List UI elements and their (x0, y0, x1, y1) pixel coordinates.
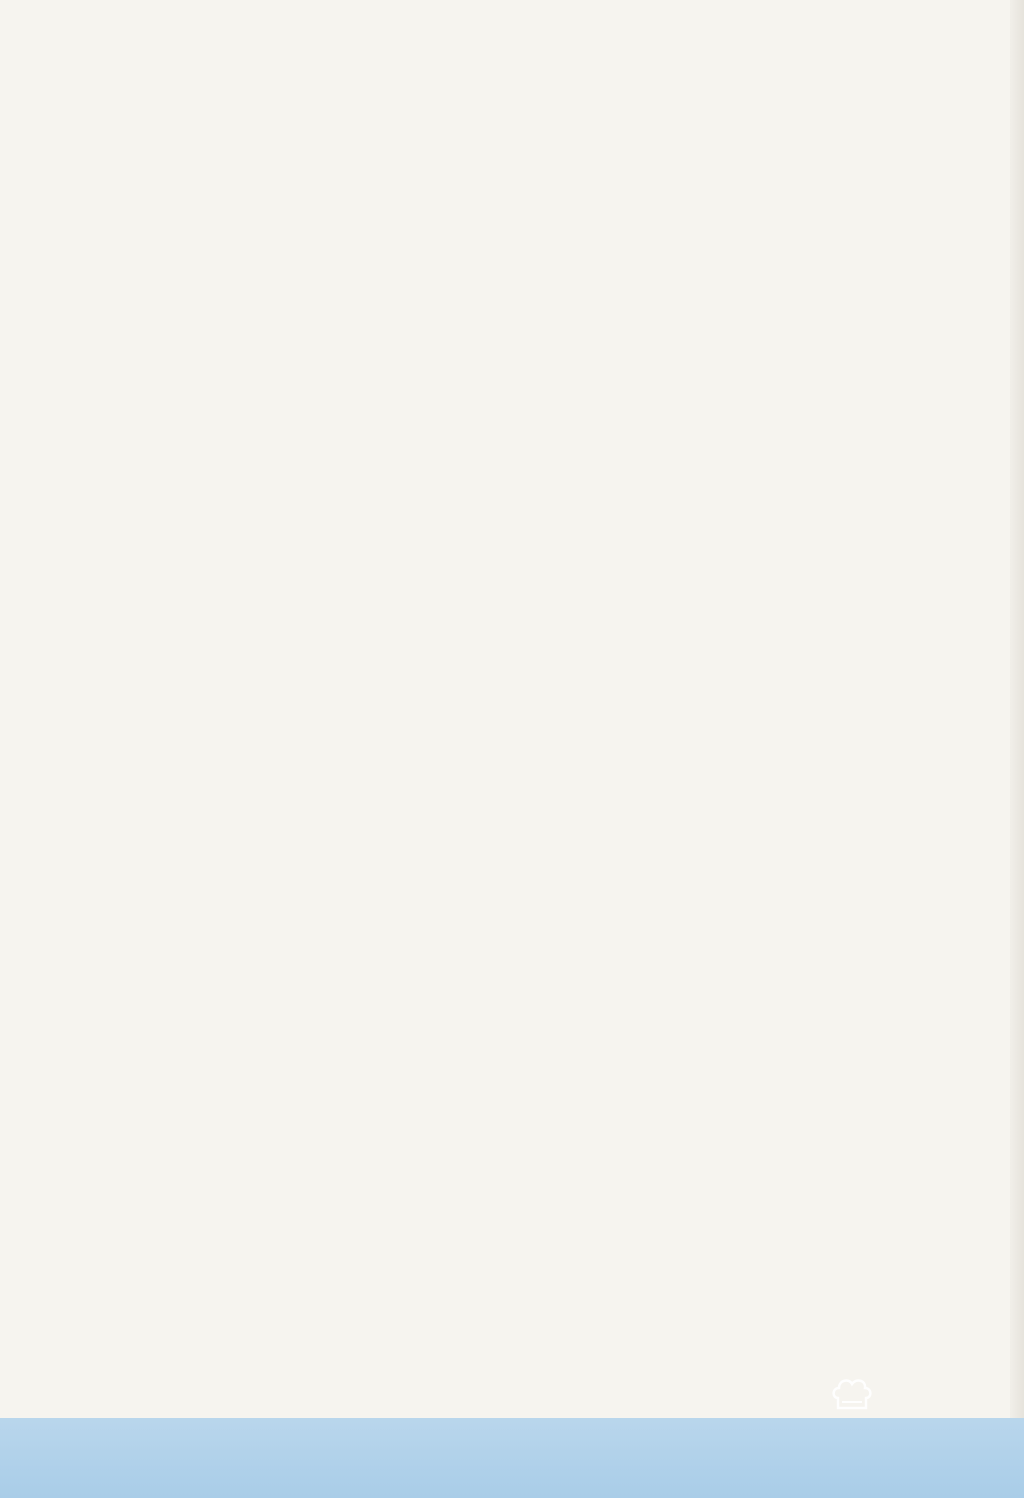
chef-hat-watermark-icon (830, 1376, 874, 1416)
footer-band (0, 1418, 1024, 1498)
page-edge-shadow (1010, 0, 1024, 1420)
